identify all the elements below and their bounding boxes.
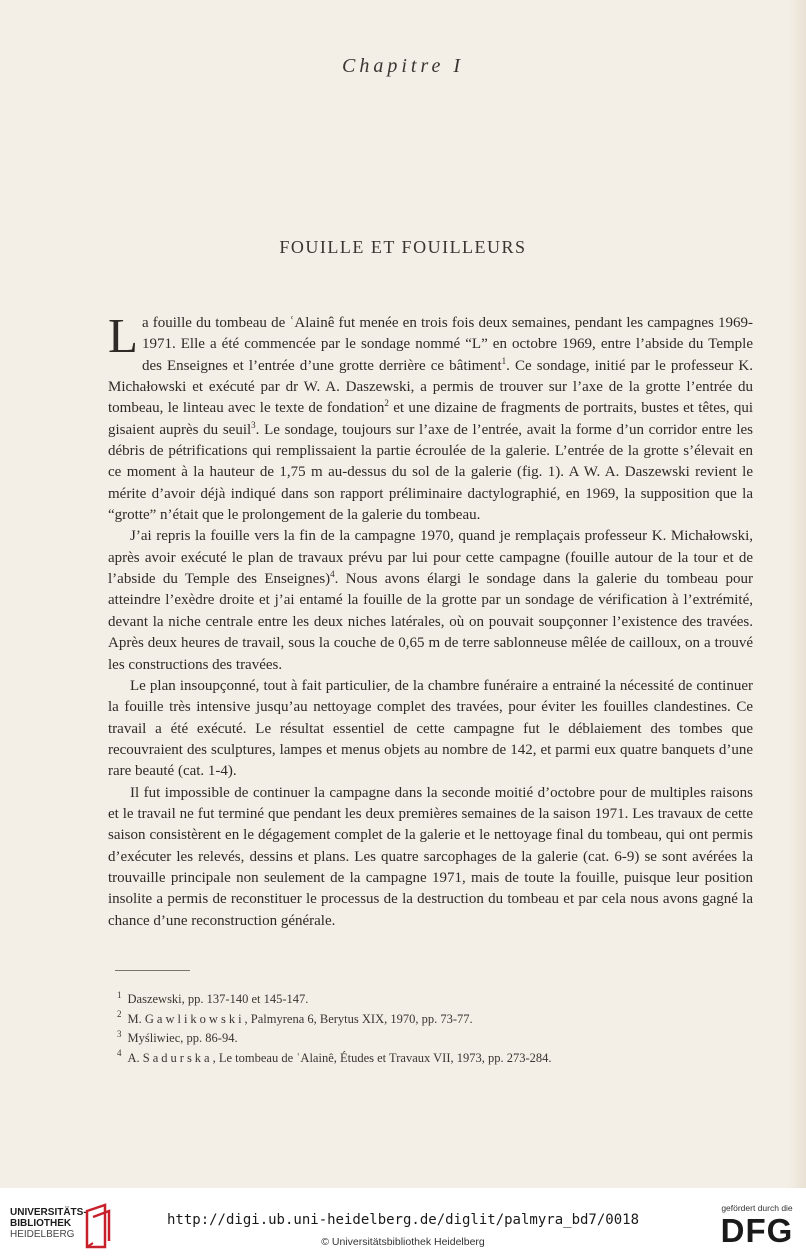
footnote-text: , pp. 86-94.: [180, 1031, 238, 1045]
copyright-notice: © Universitätsbibliothek Heidelberg: [321, 1236, 485, 1248]
footnote-divider: [115, 970, 190, 971]
body-text: [108, 308, 754, 932]
paragraph-2-text-b: . Nous avons élargi le sondage dans la galerie du tombeau pour atteindre l’exèdre droite et j’ai entamé la fouille de la grotte par un sondage de vérification à l’extrémité, devant la niche centrale entre les deux niches latérales, où on pouvait soupçonner l’existence des travées. Après deux heures de travail, sous la couche de 0,65 m de terre sablonneuse mêlée de cailloux, on a trouvé les constructions des travées.: [108, 571, 753, 673]
funding-caption: gefördert durch die: [721, 1203, 793, 1213]
library-name-line-1: UNIVERSITÄTS-: [10, 1207, 87, 1218]
chapter-title: FOUILLE ET FOUILLEURS: [279, 237, 527, 257]
dfg-logo[interactable]: DFG: [720, 1212, 794, 1249]
footnote-author: Sadurska: [142, 1050, 213, 1065]
library-name-line-3: HEIDELBERG: [10, 1229, 75, 1240]
footnote-ref-3[interactable]: 3: [251, 419, 256, 430]
footnote-2: [117, 1010, 677, 1030]
library-name-line-2: BIBLIOTHEK: [10, 1218, 72, 1229]
footnote-number: 1: [117, 989, 122, 1000]
drop-cap: L: [108, 308, 138, 363]
paragraph-1-text-b: . Ce sondage, initié par le professeur K. Michałowski et exécuté par dr W. A. Daszewski, a permis de trouver sur l’axe de la grotte l’entrée du tombeau, le linteau avec le texte de fondation: [108, 357, 753, 417]
footnote-ref-1[interactable]: 1: [501, 355, 507, 366]
footnote-author: Myśliwiec: [127, 1031, 181, 1045]
footnote-prefix: M.: [127, 1011, 145, 1026]
paragraph-1: [108, 308, 754, 526]
paragraph-2: [108, 526, 753, 675]
footnote-text: , pp. 137-140 et 145-147.: [181, 992, 309, 1006]
paragraph-4: Il fut impossible de continuer la campagne dans la seconde moitié d’octobre pour de multiples raisons et le travail ne fut terminé que pendant les deux premières semaines de la saison 1971. Les travaux de cette saison consistèrent en le dégagement complet de la galerie et le nettoyage final du tombeau, qui ont permis d’exécuter les relevés, dessins et plans. Les quatre sarcophages de la galerie (cat. 6-9) se sont avérées la trouvaille principale non seulement de la campagne 1971, mais de toute la fouille, puisque leur position insolite a permis de reconstituer le processus de la destruction du tombeau et par cela nous avons gagné la chance d’une reconstruction générale.: [108, 784, 753, 929]
footnote-author: Gawlikowski: [144, 1011, 245, 1026]
footnote-1: [117, 990, 677, 1010]
footnote-text: , Palmyrena 6, Berytus XIX, 1970, pp. 73-77.: [244, 1011, 473, 1026]
footnote-4: [117, 1049, 677, 1069]
footnote-number: 2: [117, 1009, 122, 1020]
paragraph-1-text-a: a fouille du tombeau de ʿAlainê fut menée en trois fois deux semaines, pendant les campagnes 1969-1971. Elle a été commencée par le sondage nommé “L” en octobre 1969, entre l’abside du Temple des Enseignes et l’entrée d’une grotte derrière ce bâtiment: [141, 315, 753, 374]
permalink-url[interactable]: http://digi.ub.uni-heidelberg.de/diglit/palmyra_bd7/0018: [166, 1212, 639, 1228]
footnotes: [117, 990, 677, 1068]
footnote-number: 4: [117, 1048, 122, 1059]
paragraph-1-text-c: et une dizaine de fragments de portraits, bustes et têtes, qui gisaient auprès du seuil: [108, 400, 754, 438]
footnote-text: , Le tombeau de ʿAlainê, Études et Travaux VII, 1973, pp. 273-284.: [212, 1050, 552, 1065]
footnote-prefix: A.: [127, 1050, 143, 1065]
footnote-ref-2[interactable]: 2: [384, 398, 389, 409]
footnote-number: 3: [117, 1028, 122, 1039]
paragraph-2-text-a: J’ai repris la fouille vers la fin de la campagne 1970, quand je remplaçais professeur K. Michałowski, après avoir exécuté le plan de travaux prévu par lui pour cette campagne (fouille autour de la tour et de l’abside du Temple des Enseignes): [108, 528, 753, 588]
footnote-3: [117, 1029, 677, 1049]
paragraph-1-text-d: . Le sondage, toujours sur l’axe de l’entrée, avait la forme d’un corridor entre les débris de pétrifications qui remplissaient la partie écroulée de la galerie. L’entrée de la grotte s’élevait en ce moment à la hauteur de 1,75 m au-dessus du sol de la galerie (fig. 1). A W. A. Daszewski revient le mérite d’avoir déjà indiqué dans son rapport préliminaire dactylographié, en 1969, la supposition que la “grotte” n’était que le prolongement de la galerie du tombeau.: [108, 421, 753, 524]
chapter-heading: Chapitre I: [341, 55, 465, 77]
footnote-ref-4[interactable]: 4: [330, 569, 335, 580]
paragraph-3: Le plan insoupçonné, tout à fait particulier, de la chambre funéraire a entrainé la nécessité de continuer la fouille très intensive jusqu’au nettoyage complet des travées, pour éviter les fouilles clandestines. Ce travail a été exécuté. Le résultat essentiel de cette campagne fut le déblaiement des tombes que recouvraient des sculptures, lampes et menus objets au nombre de 142, et parmi eux quatre banquets d’une rare beauté (cat. 1-4).: [108, 677, 753, 780]
footnote-author: Daszewski: [127, 992, 182, 1006]
page-edge-shadow: [788, 0, 806, 1188]
